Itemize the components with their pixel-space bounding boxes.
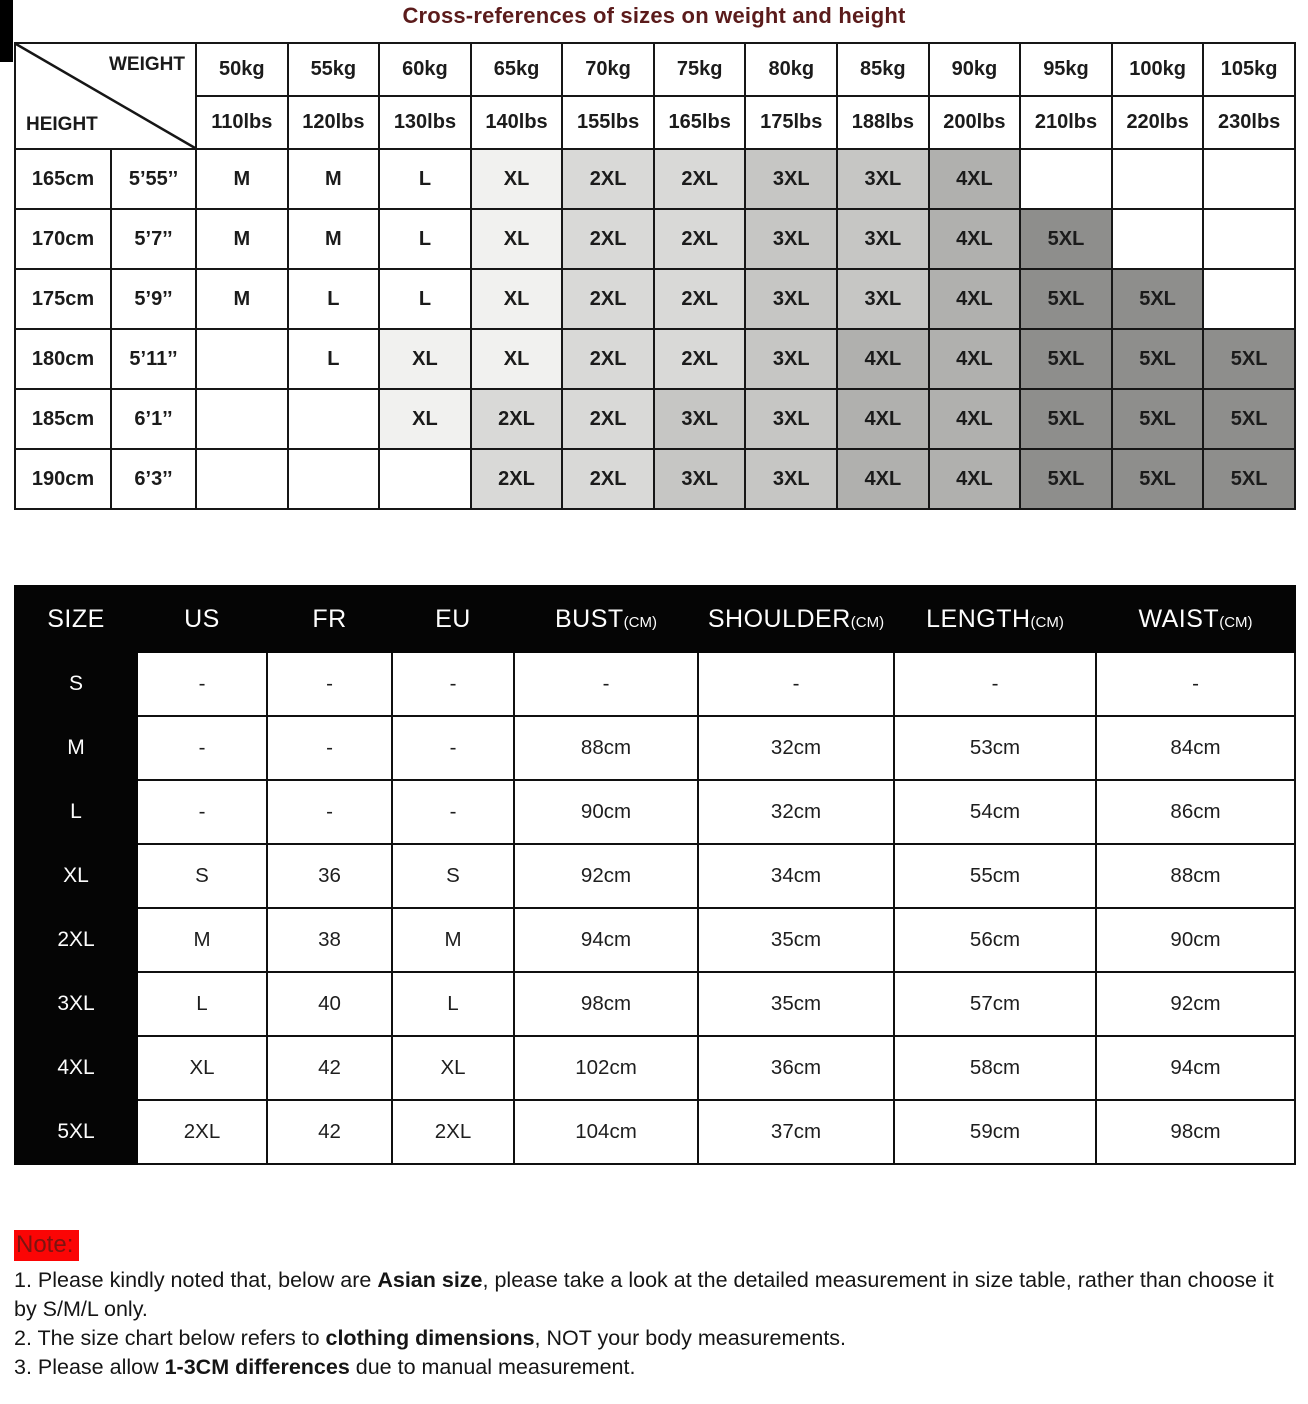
weight-kg-cell: 90kg [929,43,1021,96]
note-label: Note: [14,1230,79,1261]
height-cm-cell: 185cm [15,389,111,449]
size-cell: 5XL [1020,269,1112,329]
weight-kg-cell: 75kg [654,43,746,96]
measurement-cell: 86cm [1096,780,1295,844]
height-cm-cell: 180cm [15,329,111,389]
note-line [14,1266,1302,1295]
note-text: , NOT your body measurements. [534,1326,847,1350]
size-row-label: 2XL [15,908,137,972]
measurement-cell: 102cm [514,1036,698,1100]
measurement-cell: S [392,844,514,908]
size-table-row [15,1100,1295,1164]
weight-lbs-cell: 155lbs [562,96,654,149]
header-label: US [184,604,220,633]
height-cm-cell: 165cm [15,149,111,209]
measurement-cell: S [137,844,267,908]
measurement-cell: 53cm [894,716,1096,780]
measurement-cell: 98cm [514,972,698,1036]
measurement-cell: - [698,652,894,716]
size-cell: 5XL [1020,389,1112,449]
measurement-cell: 38 [267,908,392,972]
weight-lbs-cell: 210lbs [1020,96,1112,149]
size-cell: M [288,209,380,269]
size-cell: XL [471,209,563,269]
measurement-cell: 58cm [894,1036,1096,1100]
measurement-cell: - [267,780,392,844]
measurement-cell: 34cm [698,844,894,908]
size-table-row [15,716,1295,780]
size-cell: 2XL [471,449,563,509]
size-cell: 2XL [654,269,746,329]
measurement-cell: 92cm [514,844,698,908]
height-cm-cell: 170cm [15,209,111,269]
size-cell: 4XL [929,149,1021,209]
measurement-cell: - [514,652,698,716]
weight-height-row [15,269,1295,329]
weight-kg-cell: 65kg [471,43,563,96]
size-table-header-cell [894,586,1096,652]
size-row-label: 4XL [15,1036,137,1100]
measurement-cell: 36cm [698,1036,894,1100]
weight-height-row [15,209,1295,269]
empty-size-cell [1203,269,1295,329]
weight-kg-cell: 85kg [837,43,929,96]
size-cell: 5XL [1020,329,1112,389]
empty-size-cell [288,389,380,449]
measurement-cell: - [894,652,1096,716]
measurement-cell: 56cm [894,908,1096,972]
size-table-header-row [15,586,1295,652]
note-text: , please take a look at the detailed measurement in size table, rather than choose it [482,1268,1274,1292]
size-cell: 5XL [1112,389,1204,449]
size-cell: M [196,149,288,209]
size-table-header-cell [392,586,514,652]
header-label: LENGTH [926,604,1031,633]
weight-lbs-cell: 188lbs [837,96,929,149]
measurement-cell: XL [137,1036,267,1100]
empty-size-cell [1020,149,1112,209]
size-cell: 5XL [1020,209,1112,269]
size-cell: 2XL [562,389,654,449]
empty-size-cell [196,329,288,389]
weight-kg-cell: 100kg [1112,43,1204,96]
empty-size-cell [379,449,471,509]
size-cell: 5XL [1112,329,1204,389]
weight-lbs-cell: 140lbs [471,96,563,149]
measurement-cell: - [137,716,267,780]
size-table-row [15,844,1295,908]
note-bold-text: clothing dimensions [325,1326,535,1350]
size-row-label: S [15,652,137,716]
note-text: 3. Please allow [14,1355,165,1379]
size-cell: 3XL [654,449,746,509]
size-cell: 3XL [837,209,929,269]
header-label: SHOULDER [707,604,851,633]
weight-lbs-header-row [15,96,1295,149]
height-ft-cell: 6’1’’ [111,389,196,449]
size-table-header-cell [137,586,267,652]
measurement-cell: - [1096,652,1295,716]
measurement-cell: 98cm [1096,1100,1295,1164]
measurement-cell: 104cm [514,1100,698,1164]
weight-height-row [15,329,1295,389]
height-ft-cell: 5’7’’ [111,209,196,269]
size-cell: 2XL [562,209,654,269]
size-cell: 2XL [562,329,654,389]
measurement-cell: 90cm [1096,908,1295,972]
measurement-cell: - [137,652,267,716]
header-label: FR [312,604,347,633]
measurement-cell: 55cm [894,844,1096,908]
size-cell: L [288,329,380,389]
note-line [14,1324,1302,1353]
note-bold-text: Asian size [377,1268,483,1292]
size-cell: 2XL [654,209,746,269]
empty-size-cell [1203,209,1295,269]
measurement-cell: 57cm [894,972,1096,1036]
size-table-header-cell [267,586,392,652]
weight-kg-cell: 50kg [196,43,288,96]
size-table-header-cell [1096,586,1295,652]
measurement-cell: 40 [267,972,392,1036]
measurement-cell: M [137,908,267,972]
size-cell: 5XL [1203,329,1295,389]
weight-lbs-cell: 175lbs [745,96,837,149]
size-table-header-cell [514,586,698,652]
note-text: due to manual measurement. [349,1355,636,1379]
size-cell: M [196,269,288,329]
page-title: Cross-references of sizes on weight and height [402,3,906,28]
size-table-row [15,780,1295,844]
size-cell: XL [471,329,563,389]
measurement-cell: - [267,652,392,716]
measurement-cell: L [392,972,514,1036]
measurement-cell: 32cm [698,716,894,780]
size-row-label: 3XL [15,972,137,1036]
measurement-cell: 42 [267,1100,392,1164]
measurement-cell: 35cm [698,972,894,1036]
size-cell: L [288,269,380,329]
size-cell: 3XL [745,389,837,449]
header-label: BUST [554,604,624,633]
size-cell: 5XL [1203,449,1295,509]
measurement-cell: 59cm [894,1100,1096,1164]
header-label: WAIST [1138,604,1220,633]
height-axis-label: HEIGHT [26,114,98,135]
measurement-cell: 42 [267,1036,392,1100]
size-cell: M [196,209,288,269]
size-cell: 3XL [745,149,837,209]
size-cell: 3XL [837,269,929,329]
size-table-row [15,972,1295,1036]
empty-size-cell [1112,149,1204,209]
size-row-label: XL [15,844,137,908]
size-cell: 4XL [929,209,1021,269]
weight-lbs-cell: 130lbs [379,96,471,149]
size-cell: L [379,149,471,209]
size-measurement-table [14,585,1296,1165]
measurement-cell: L [137,972,267,1036]
size-cell: 4XL [929,389,1021,449]
measurement-cell: - [137,780,267,844]
weight-kg-cell: 105kg [1203,43,1295,96]
height-cm-cell: 175cm [15,269,111,329]
header-unit: (CM) [1030,613,1064,631]
note-line [14,1295,1302,1324]
header-unit: (CM) [623,613,657,631]
measurement-cell: 84cm [1096,716,1295,780]
weight-axis-label: WEIGHT [109,54,185,75]
size-cell: 3XL [745,269,837,329]
measurement-cell: 2XL [392,1100,514,1164]
height-ft-cell: 5’55’’ [111,149,196,209]
size-cell: 4XL [929,449,1021,509]
size-cell: 2XL [654,149,746,209]
size-cell: 2XL [562,269,654,329]
weight-kg-cell: 55kg [288,43,380,96]
size-cell: XL [379,389,471,449]
note-lines [14,1266,1302,1382]
empty-size-cell [288,449,380,509]
empty-size-cell [196,449,288,509]
measurement-cell: 92cm [1096,972,1295,1036]
size-cell: XL [471,149,563,209]
size-cell: 4XL [837,329,929,389]
weight-kg-header-row [15,43,1295,96]
size-cell: 4XL [929,269,1021,329]
note-line [14,1353,1302,1382]
size-table-header-cell [698,586,894,652]
measurement-cell: 35cm [698,908,894,972]
header-label: EU [435,604,471,633]
size-table-row [15,1036,1295,1100]
weight-height-table [14,42,1296,510]
weight-lbs-cell: 200lbs [929,96,1021,149]
size-cell: 4XL [837,449,929,509]
size-cell: 5XL [1020,449,1112,509]
size-cell: 3XL [654,389,746,449]
weight-lbs-cell: 120lbs [288,96,380,149]
size-cell: 2XL [654,329,746,389]
measurement-cell: 88cm [1096,844,1295,908]
empty-size-cell [1112,209,1204,269]
size-cell: XL [379,329,471,389]
height-ft-cell: 5’11’’ [111,329,196,389]
height-cm-cell: 190cm [15,449,111,509]
empty-size-cell [1203,149,1295,209]
header-unit: (CM) [1219,613,1253,631]
size-row-label: 5XL [15,1100,137,1164]
size-cell: 2XL [562,449,654,509]
size-table-body [15,652,1295,1164]
measurement-cell: - [392,716,514,780]
size-cell: 2XL [562,149,654,209]
note-text: 2. The size chart below refers to [14,1326,326,1350]
weight-kg-cell: 70kg [562,43,654,96]
header-label: SIZE [47,604,105,633]
weight-kg-cell: 80kg [745,43,837,96]
measurement-cell: 94cm [1096,1036,1295,1100]
measurement-cell: - [267,716,392,780]
size-cell: 5XL [1203,389,1295,449]
size-cell: L [379,269,471,329]
measurement-cell: 94cm [514,908,698,972]
weight-kg-cell: 95kg [1020,43,1112,96]
corner-diagonal-cell [15,43,196,149]
measurement-cell: - [392,652,514,716]
measurement-cell: 54cm [894,780,1096,844]
weight-lbs-cell: 110lbs [196,96,288,149]
height-ft-cell: 6’3’’ [111,449,196,509]
measurement-cell: - [392,780,514,844]
size-table-row [15,908,1295,972]
size-cell: XL [471,269,563,329]
weight-lbs-cell: 220lbs [1112,96,1204,149]
size-row-label: L [15,780,137,844]
size-table-row [15,652,1295,716]
empty-size-cell [196,389,288,449]
height-ft-cell: 5’9’’ [111,269,196,329]
measurement-cell: M [392,908,514,972]
size-cell: 5XL [1112,449,1204,509]
header-unit: (CM) [850,613,885,631]
weight-height-row [15,389,1295,449]
size-cell: 5XL [1112,269,1204,329]
note-text: 1. Please kindly noted that, below are [14,1268,378,1292]
measurement-cell: 90cm [514,780,698,844]
weight-height-table-body [15,43,1295,509]
note-section [14,1230,1302,1382]
size-cell: 4XL [837,389,929,449]
note-bold-text: 1-3CM differences [164,1355,350,1379]
size-cell: L [379,209,471,269]
size-cell: M [288,149,380,209]
weight-height-row [15,449,1295,509]
weight-height-row [15,149,1295,209]
note-text: by S/M/L only. [14,1297,148,1321]
size-cell: 4XL [929,329,1021,389]
size-row-label: M [15,716,137,780]
size-cell: 3XL [745,449,837,509]
measurement-cell: 32cm [698,780,894,844]
measurement-cell: XL [392,1036,514,1100]
size-table-header-cell [15,586,137,652]
size-cell: 3XL [837,149,929,209]
size-cell: 3XL [745,329,837,389]
weight-kg-cell: 60kg [379,43,471,96]
weight-lbs-cell: 165lbs [654,96,746,149]
measurement-cell: 37cm [698,1100,894,1164]
size-cell: 2XL [471,389,563,449]
size-cell: 3XL [745,209,837,269]
measurement-cell: 2XL [137,1100,267,1164]
weight-lbs-cell: 230lbs [1203,96,1295,149]
measurement-cell: 88cm [514,716,698,780]
measurement-cell: 36 [267,844,392,908]
